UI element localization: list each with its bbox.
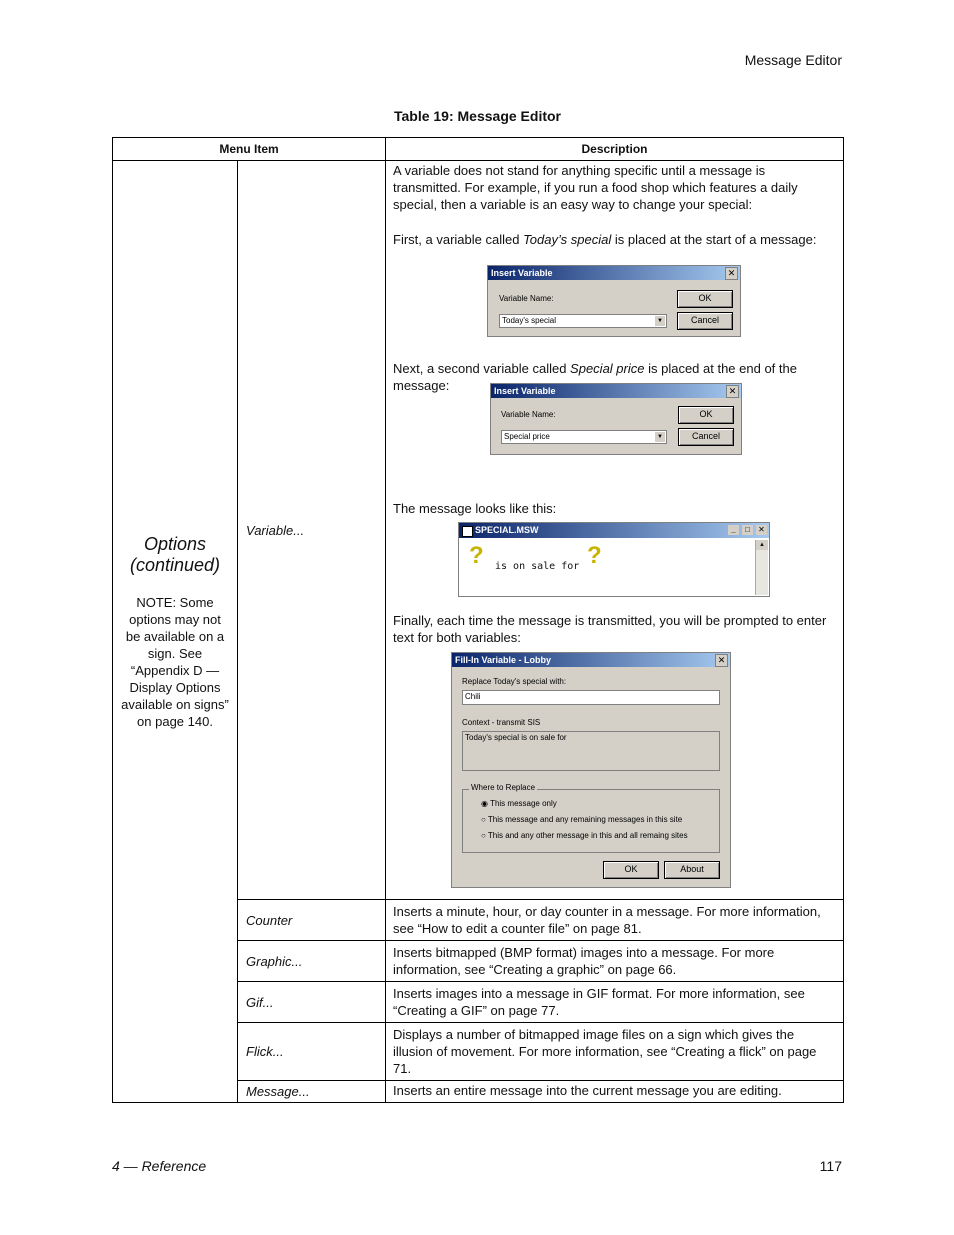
radio-option-2-label: This message and any remaining messages in this site xyxy=(487,815,683,824)
variable-p1: A variable does not stand for anything specific until a message is transmitted. For example, if you run a food shop which features a daily special, then a variable is an easy way to change your special: xyxy=(393,163,798,212)
dialog1-label: Variable Name: xyxy=(499,294,554,303)
radio-icon[interactable]: ○ xyxy=(481,831,486,840)
close-icon[interactable]: ✕ xyxy=(726,385,739,398)
menu-item-gif: Gif... xyxy=(238,982,386,1023)
description-flick: Displays a number of bitmapped image files on a sign which gives the illusion of movement. For more information, see “Creating a flick” on page 71. xyxy=(386,1023,844,1081)
menu-item-graphic: Graphic... xyxy=(238,941,386,982)
column-header-description: Description xyxy=(386,138,844,161)
dialog2-title: Insert Variable xyxy=(494,386,556,396)
maximize-icon[interactable]: □ xyxy=(742,525,753,535)
table-row-variable xyxy=(113,161,844,900)
variable-p2-text: First, a variable called xyxy=(393,232,524,247)
radio-option-1-label: This message only xyxy=(490,799,557,808)
fill-dialog-title: Fill-In Variable - Lobby xyxy=(455,655,552,665)
close-icon[interactable]: ✕ xyxy=(715,654,728,667)
variable-p3-emphasis: Special price xyxy=(570,361,645,376)
variable-p2-emphasis: Today’s special xyxy=(523,232,612,247)
context-field: Today's special is on sale for xyxy=(462,731,720,771)
dialog2-titlebar xyxy=(491,384,741,398)
insert-variable-dialog-1 xyxy=(487,265,741,337)
fill-dialog-ok-button[interactable]: OK xyxy=(603,861,659,879)
variable-p4: The message looks like this: xyxy=(393,501,557,516)
dialog1-titlebar xyxy=(488,266,740,280)
close-icon[interactable]: ✕ xyxy=(725,267,738,280)
options-title-line1: Options xyxy=(143,533,207,554)
variable-p2-text-end: is placed at the start of a message: xyxy=(611,232,817,247)
dialog1-cancel-button[interactable]: Cancel xyxy=(677,312,733,330)
radio-selected-icon[interactable]: ◉ xyxy=(481,799,488,808)
options-note: NOTE: Some options may not be available on a sign. See “Appendix D — Display Options available on signs” on page 140. xyxy=(121,594,229,729)
dialog2-label: Variable Name: xyxy=(501,410,556,419)
document-icon xyxy=(462,526,473,537)
variable-p3-text: Next, a second variable called xyxy=(393,361,571,376)
where-to-replace-group xyxy=(462,783,720,853)
message-window-title: SPECIAL.MSW xyxy=(475,525,539,535)
table-title: Table 19: Message Editor xyxy=(393,108,561,124)
message-editor-table xyxy=(112,137,844,1103)
column-header-menu-item: Menu Item xyxy=(113,138,386,161)
options-title-line2: (continued) xyxy=(129,554,221,575)
variable-placeholder-icon: ? xyxy=(587,542,602,569)
menu-item-message: Message... xyxy=(238,1081,386,1103)
dialog1-ok-button[interactable]: OK xyxy=(677,290,733,308)
fill-dialog-titlebar xyxy=(452,653,730,667)
dialog1-combo-value: Today's special xyxy=(502,316,556,325)
chevron-down-icon[interactable]: ▼ xyxy=(655,432,665,442)
replace-label: Replace Today's special with: xyxy=(462,677,567,686)
options-group-cell xyxy=(113,161,238,1103)
menu-item-flick: Flick... xyxy=(238,1023,386,1081)
scroll-up-icon[interactable]: ▲ xyxy=(756,540,768,550)
context-label: Context - transmit SIS xyxy=(462,718,541,727)
where-to-replace-label: Where to Replace xyxy=(471,783,536,792)
radio-option-1[interactable] xyxy=(481,799,557,808)
chevron-down-icon[interactable]: ▼ xyxy=(655,316,665,326)
dialog1-combo[interactable] xyxy=(499,314,667,328)
description-graphic: Inserts bitmapped (BMP format) images into a message. For more information, see “Creating a graphic” on page 66. xyxy=(386,941,844,982)
footer-chapter: 4 — Reference xyxy=(112,1158,207,1174)
message-window-titlebar xyxy=(459,523,769,538)
vertical-scrollbar[interactable] xyxy=(755,540,768,595)
running-header: Message Editor xyxy=(744,52,842,68)
fill-in-variable-dialog xyxy=(451,652,731,888)
dialog1-title: Insert Variable xyxy=(491,268,553,278)
variable-description xyxy=(386,161,844,900)
dialog2-ok-button[interactable]: OK xyxy=(678,406,734,424)
variable-p2 xyxy=(393,231,833,248)
fill-dialog-about-button[interactable]: About xyxy=(664,861,720,879)
radio-option-3-label: This and any other message in this and all remaing sites xyxy=(487,831,688,840)
message-window xyxy=(458,522,770,597)
description-message: Inserts an entire message into the current message you are editing. xyxy=(386,1081,844,1103)
message-text: is on sale for xyxy=(495,561,580,572)
radio-option-3[interactable] xyxy=(481,831,688,840)
table-header-row xyxy=(113,138,844,161)
dialog2-combo-value: Special price xyxy=(504,432,550,441)
close-icon[interactable]: ✕ xyxy=(756,525,767,535)
radio-icon[interactable]: ○ xyxy=(481,815,486,824)
variable-p3-text-end: is placed at the end of the message: xyxy=(393,361,797,393)
variable-p5: Finally, each time the message is transmitted, you will be prompted to enter text for both variables: xyxy=(393,613,827,645)
menu-item-variable: Variable... xyxy=(238,161,386,900)
description-counter: Inserts a minute, hour, or day counter in a message. For more information, see “How to edit a counter file” on page 81. xyxy=(386,900,844,941)
replace-input[interactable]: Chili xyxy=(462,690,720,705)
radio-option-2[interactable] xyxy=(481,815,682,824)
menu-item-counter: Counter xyxy=(238,900,386,941)
insert-variable-dialog-2 xyxy=(490,383,742,455)
description-gif: Inserts images into a message in GIF format. For more information, see “Creating a GIF” on page 77. xyxy=(386,982,844,1023)
dialog2-cancel-button[interactable]: Cancel xyxy=(678,428,734,446)
minimize-icon[interactable]: _ xyxy=(728,525,739,535)
options-title xyxy=(113,534,237,576)
dialog2-combo[interactable] xyxy=(501,430,667,444)
footer-page-number: 117 xyxy=(819,1158,842,1174)
variable-placeholder-icon: ? xyxy=(469,542,484,569)
